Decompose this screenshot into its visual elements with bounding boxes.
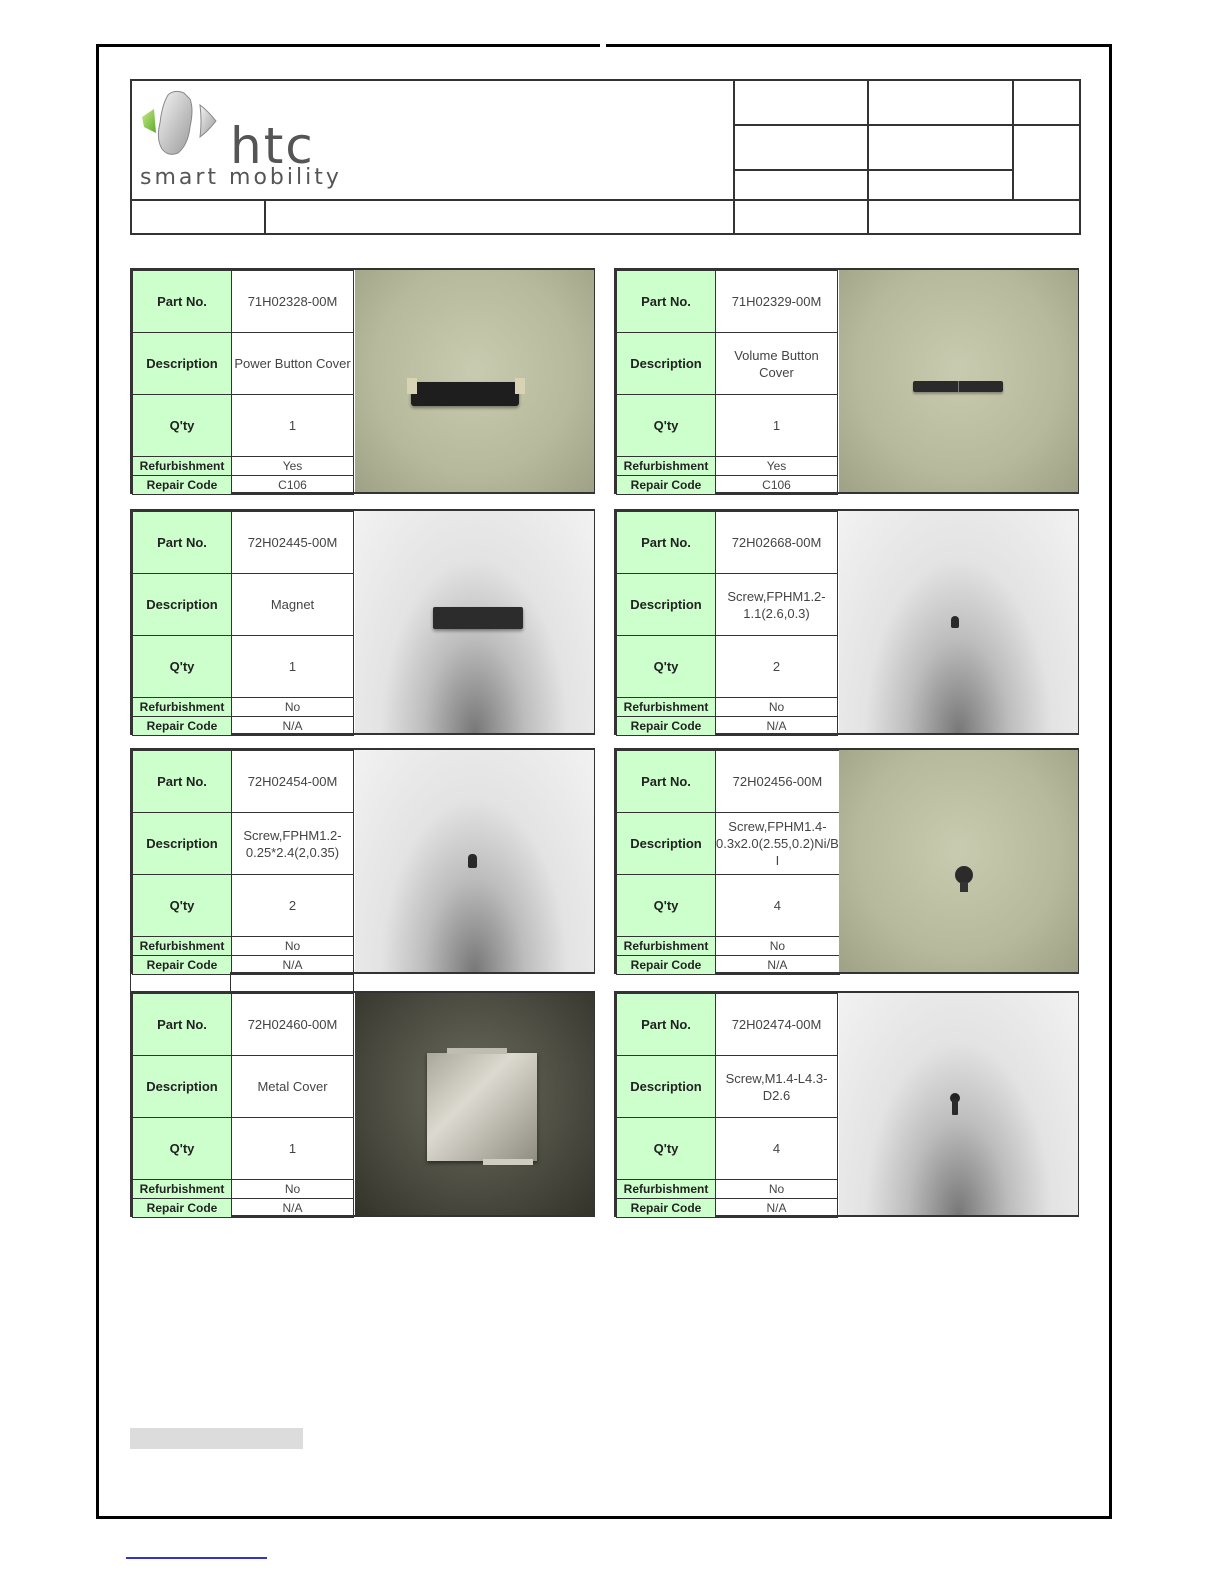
description-value: Volume Button Cover — [716, 333, 838, 395]
refurbishment-value: Yes — [232, 457, 354, 476]
refurbishment-label: Refurbishment — [617, 698, 716, 717]
part-no-value: 72H02474-00M — [716, 994, 838, 1056]
bracket-right — [515, 378, 525, 394]
repair-code-label: Repair Code — [617, 1199, 716, 1218]
repair-code-label: Repair Code — [617, 717, 716, 736]
description-value: Metal Cover — [232, 1056, 354, 1118]
document-header — [130, 79, 1081, 235]
part-card — [130, 509, 595, 735]
qty-label: Q'ty — [617, 395, 716, 457]
part-card — [130, 748, 595, 974]
bracket-left — [407, 378, 417, 394]
part-card — [130, 991, 595, 1217]
part-no-label: Part No. — [617, 751, 716, 813]
part-info-table — [616, 511, 838, 736]
part-photo — [839, 511, 1078, 733]
part-no-value: 71H02329-00M — [716, 271, 838, 333]
refurbishment-value: No — [232, 937, 354, 956]
description-label: Description — [133, 574, 232, 636]
magnet-image — [433, 607, 523, 629]
part-photo — [355, 511, 594, 733]
part-no-label: Part No. — [617, 271, 716, 333]
repair-code-value: N/A — [232, 717, 354, 736]
header-cell — [130, 199, 266, 235]
part-photo — [839, 993, 1078, 1215]
part-card — [614, 748, 1079, 974]
header-cell — [867, 124, 1014, 171]
part-info-table — [132, 993, 354, 1218]
header-cell — [733, 199, 869, 235]
repair-code-value: N/A — [716, 717, 838, 736]
metal-cover-tab — [483, 1159, 533, 1165]
empty-table-row — [130, 972, 354, 992]
metal-cover-image — [427, 1053, 537, 1161]
description-label: Description — [133, 813, 232, 875]
repair-code-label: Repair Code — [617, 476, 716, 495]
description-value: Screw,FPHM1.2-0.25*2.4(2,0.35) — [232, 813, 354, 875]
part-card — [614, 991, 1079, 1217]
part-no-label: Part No. — [133, 751, 232, 813]
repair-code-value: C106 — [716, 476, 838, 495]
part-card — [614, 509, 1079, 735]
qty-label: Q'ty — [133, 1118, 232, 1180]
description-label: Description — [133, 1056, 232, 1118]
htc-logo-icon — [138, 87, 228, 167]
repair-code-label: Repair Code — [133, 476, 232, 495]
repair-code-value: C106 — [232, 476, 354, 495]
part-info-table — [132, 511, 354, 736]
part-no-label: Part No. — [133, 271, 232, 333]
description-value: Screw,FPHM1.2-1.1(2.6,0.3) — [716, 574, 838, 636]
logo-wordmark: htc — [230, 117, 315, 175]
screw-shank — [952, 1099, 958, 1115]
header-cell — [867, 199, 1081, 235]
header-cell — [264, 199, 735, 235]
part-photo — [355, 270, 594, 492]
part-info-table — [616, 270, 838, 495]
refurbishment-label: Refurbishment — [617, 937, 716, 956]
repair-code-value: N/A — [716, 1199, 838, 1218]
description-label: Description — [133, 333, 232, 395]
footer-grey-bar — [130, 1428, 303, 1449]
qty-value: 4 — [716, 875, 840, 937]
logo-cell — [130, 79, 735, 201]
logo-tagline: smart mobility — [140, 165, 342, 190]
part-photo — [839, 750, 1078, 972]
description-label: Description — [617, 1056, 716, 1118]
repair-code-value: N/A — [232, 956, 354, 975]
qty-value: 2 — [232, 875, 354, 937]
repair-code-label: Repair Code — [133, 1199, 232, 1218]
refurbishment-label: Refurbishment — [133, 937, 232, 956]
qty-value: 2 — [716, 636, 838, 698]
repair-code-value: N/A — [716, 956, 840, 975]
refurbishment-label: Refurbishment — [617, 1180, 716, 1199]
header-cell — [1012, 79, 1081, 126]
part-no-value: 72H02454-00M — [232, 751, 354, 813]
part-no-value: 72H02460-00M — [232, 994, 354, 1056]
part-no-value: 71H02328-00M — [232, 271, 354, 333]
htc-logo — [138, 87, 358, 197]
part-info-table — [132, 270, 354, 495]
refurbishment-value: No — [716, 698, 838, 717]
volume-split-line — [958, 381, 959, 392]
qty-value: 4 — [716, 1118, 838, 1180]
qty-value: 1 — [716, 395, 838, 457]
part-no-label: Part No. — [617, 512, 716, 574]
description-value: Screw,M1.4-L4.3-D2.6 — [716, 1056, 838, 1118]
border-gap — [600, 44, 606, 47]
qty-label: Q'ty — [617, 1118, 716, 1180]
refurbishment-label: Refurbishment — [617, 457, 716, 476]
qty-label: Q'ty — [133, 636, 232, 698]
part-card — [130, 268, 595, 494]
footer-link-underline — [126, 1557, 267, 1559]
part-photo — [839, 270, 1078, 492]
header-cell — [733, 169, 869, 201]
part-photo — [355, 993, 594, 1215]
part-card — [614, 268, 1079, 494]
qty-label: Q'ty — [617, 875, 716, 937]
metal-cover-tab — [447, 1048, 507, 1054]
screw-image — [951, 616, 959, 628]
refurbishment-label: Refurbishment — [133, 1180, 232, 1199]
header-cell — [733, 124, 869, 171]
part-info-table — [616, 750, 840, 975]
screw-shank — [960, 882, 968, 892]
part-photo — [355, 750, 594, 972]
part-info-table — [616, 993, 838, 1218]
refurbishment-value: No — [232, 698, 354, 717]
header-cell — [733, 79, 869, 126]
repair-code-label: Repair Code — [133, 717, 232, 736]
part-info-table — [132, 750, 354, 975]
part-no-label: Part No. — [133, 512, 232, 574]
description-value: Magnet — [232, 574, 354, 636]
refurbishment-label: Refurbishment — [133, 457, 232, 476]
qty-label: Q'ty — [133, 395, 232, 457]
description-label: Description — [617, 813, 716, 875]
part-no-label: Part No. — [617, 994, 716, 1056]
description-label: Description — [617, 333, 716, 395]
qty-label: Q'ty — [617, 636, 716, 698]
description-value: Screw,FPHM1.4-0.3x2.0(2.55,0.2)Ni/B I — [716, 813, 840, 875]
header-cell — [1012, 124, 1081, 201]
description-label: Description — [617, 574, 716, 636]
power-button-cover-image — [411, 382, 519, 406]
header-cell — [867, 79, 1014, 126]
part-no-value: 72H02456-00M — [716, 751, 840, 813]
qty-label: Q'ty — [133, 875, 232, 937]
part-no-value: 72H02668-00M — [716, 512, 838, 574]
repair-code-label: Repair Code — [133, 956, 232, 975]
part-no-value: 72H02445-00M — [232, 512, 354, 574]
qty-value: 1 — [232, 1118, 354, 1180]
refurbishment-value: No — [716, 1180, 838, 1199]
part-no-label: Part No. — [133, 994, 232, 1056]
qty-value: 1 — [232, 395, 354, 457]
repair-code-value: N/A — [232, 1199, 354, 1218]
header-cell — [867, 169, 1014, 201]
refurbishment-label: Refurbishment — [133, 698, 232, 717]
screw-image — [468, 854, 477, 868]
refurbishment-value: No — [232, 1180, 354, 1199]
refurbishment-value: No — [716, 937, 840, 956]
repair-code-label: Repair Code — [617, 956, 716, 975]
refurbishment-value: Yes — [716, 457, 838, 476]
qty-value: 1 — [232, 636, 354, 698]
description-value: Power Button Cover — [232, 333, 354, 395]
